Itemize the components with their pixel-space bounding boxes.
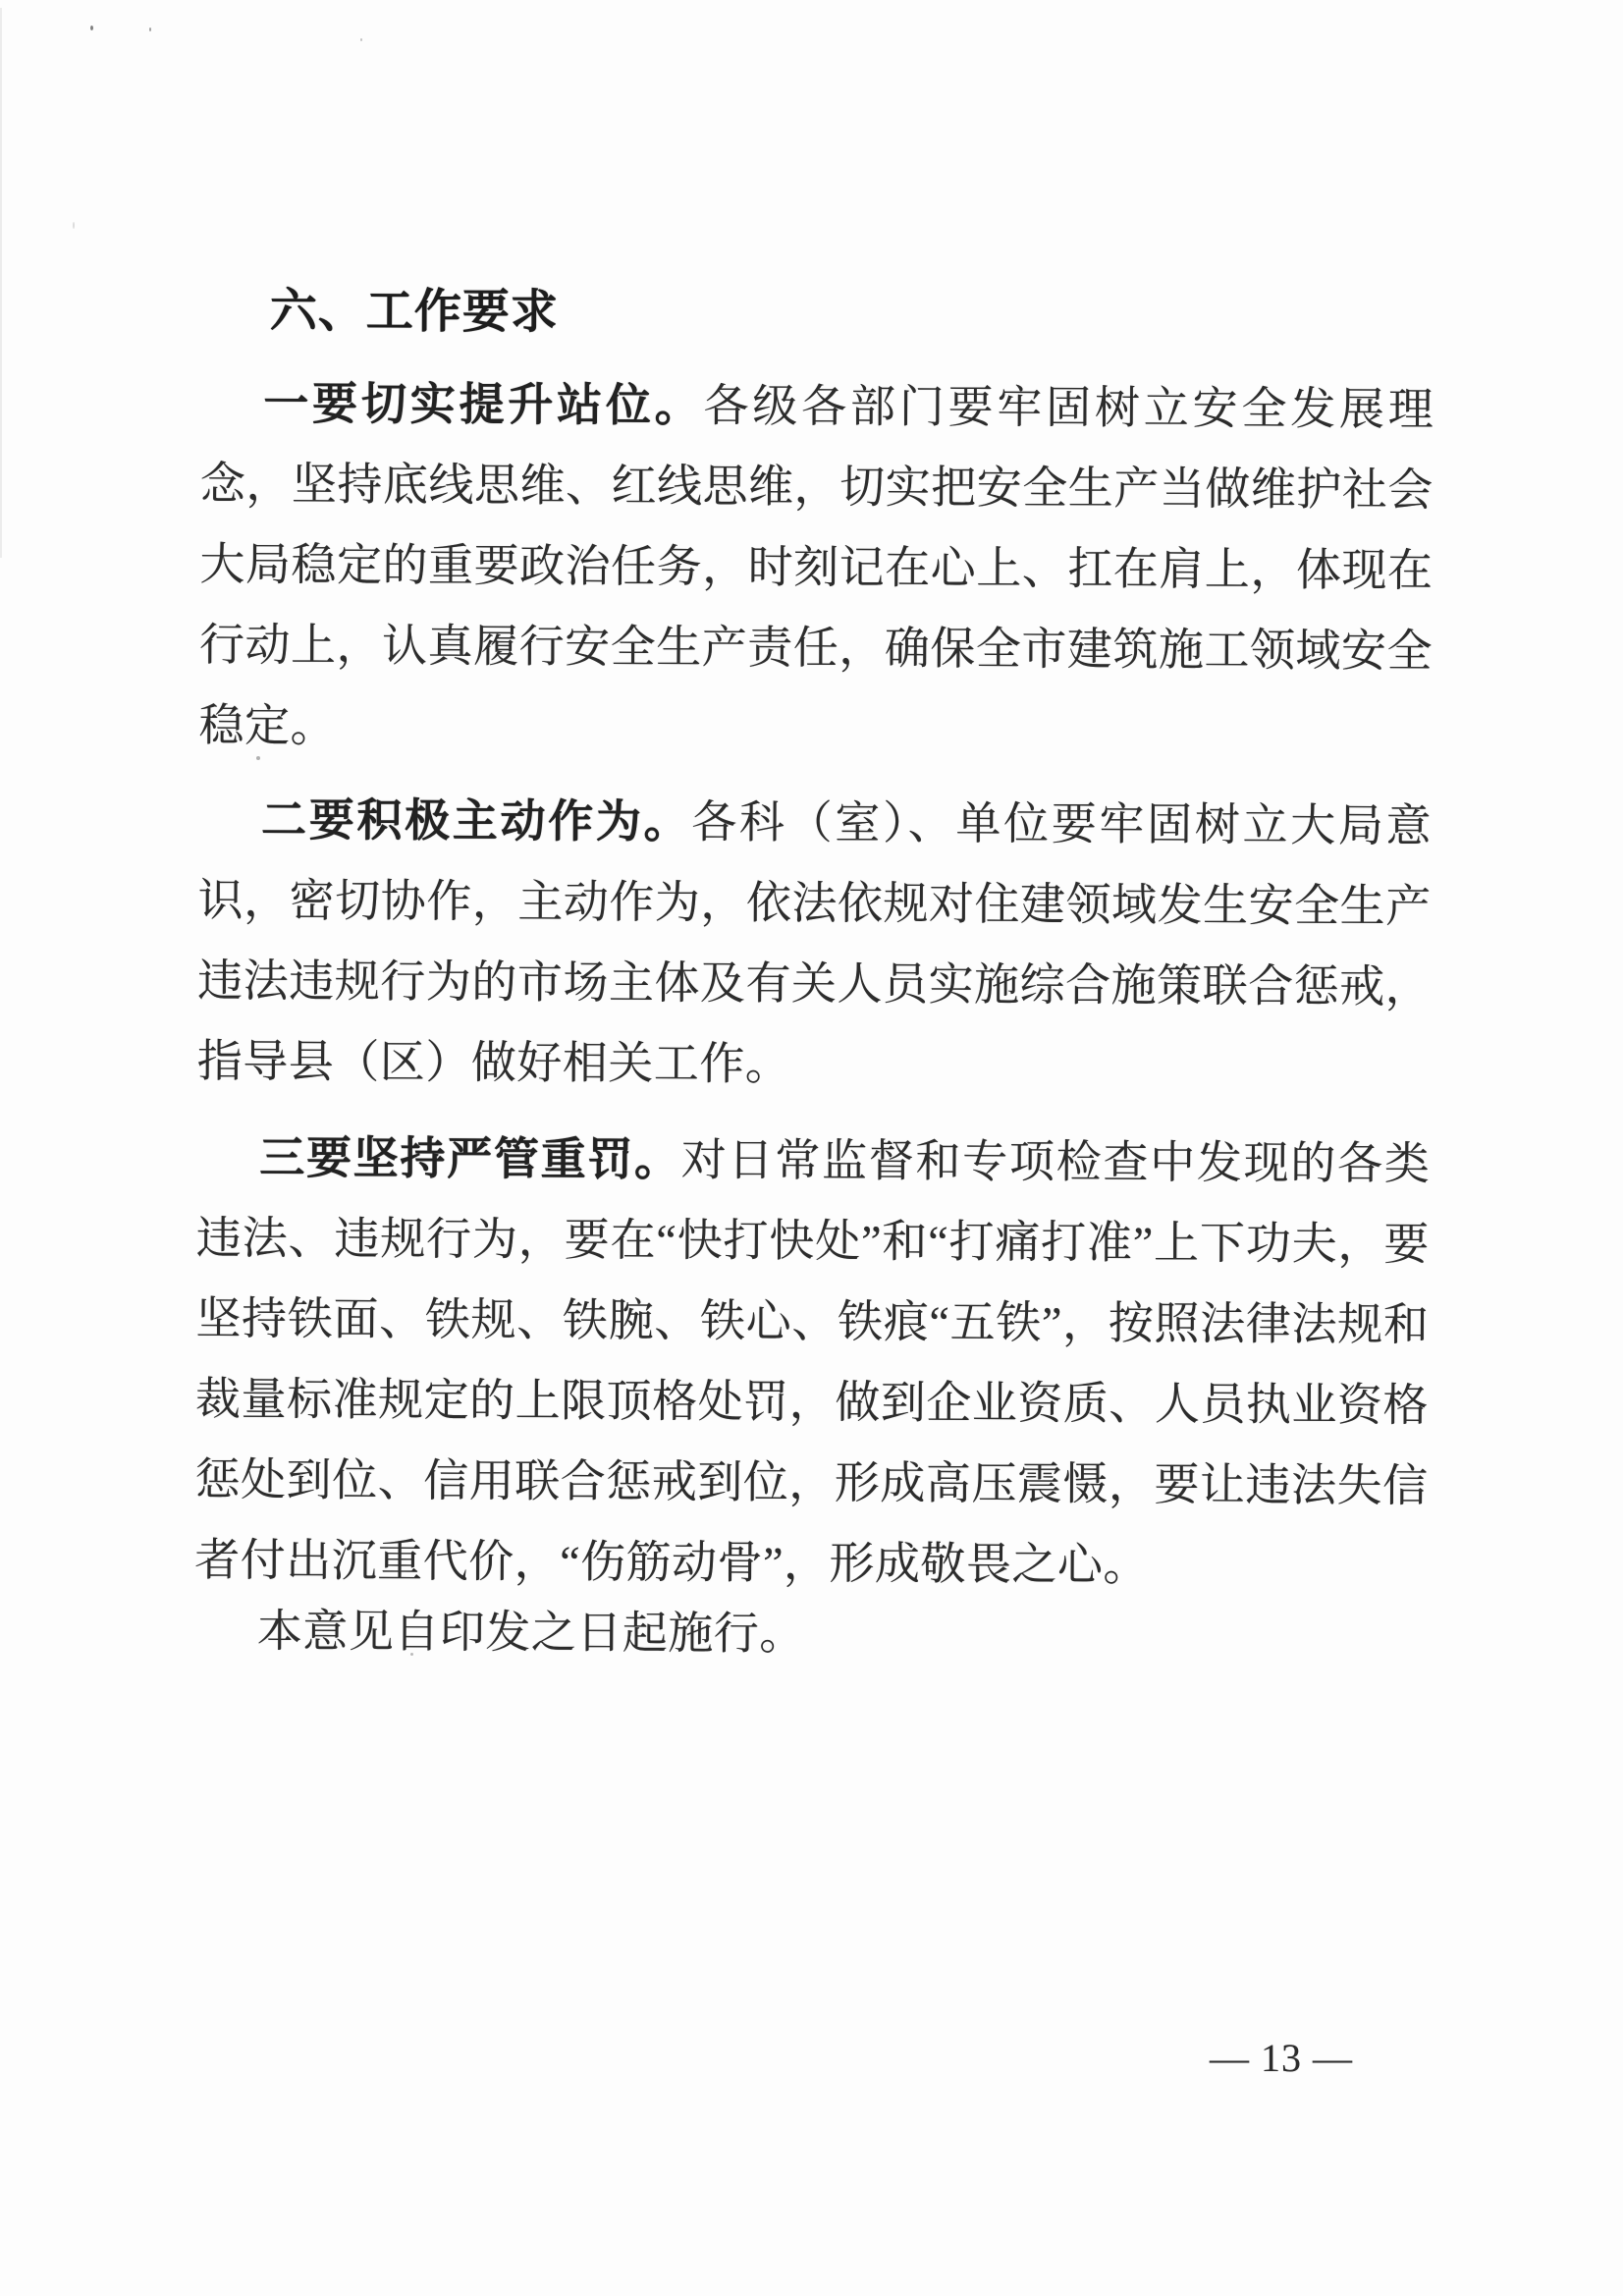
- section-heading: 六、工作要求: [269, 285, 559, 339]
- paragraph-2-lead: 二要积极主动作为。: [260, 794, 692, 847]
- page-number: — 13 —: [1210, 2036, 1353, 2080]
- paragraph-1-text: 各级各部门要牢固树立安全发展理念，坚持底线思维、红线思维，切实把安全生产当做维护社会大局稳定的重要政治任务，时刻记在心上、扛在肩上，体现在行动上，认真履行安全生产责任，确保全市建筑施工领域安全稳定。: [198, 380, 1434, 751]
- scan-speck: [149, 27, 151, 31]
- scan-speck: [73, 222, 75, 229]
- paragraph-3-lead: 三要坚持严管重罚。: [259, 1132, 681, 1185]
- paragraph-2: [197, 780, 1433, 1109]
- paragraph-1: [198, 363, 1434, 773]
- scan-speck: [360, 38, 362, 41]
- paragraph-3: [194, 1118, 1431, 1608]
- paragraph-1-lead: 一要切实提升站位。: [263, 378, 704, 431]
- paragraph-2-text: 各科（室）、单位要牢固树立大局意识，密切协作，主动作为，依法依规对住建领域发生安全生产违法违规行为的市场主体及有关人员实施综合施策联合惩戒，指导县（区）做好相关工作。: [196, 796, 1433, 1090]
- paragraph-3-text: 对日常监督和专项检查中发现的各类违法、违规行为，要在“快打快处”和“打痛打准”上下功夫，要坚持铁面、铁规、铁腕、铁心、铁痕“五铁”，按照法律法规和裁量标准规定的上限顶格处罚，做到企业资质、人员执业资格惩处到位、信用联合惩戒到位，形成高压震慑，要让违法失信者付出沉重代价，“伤筋动骨”，形成敬畏之心。: [194, 1134, 1431, 1591]
- paragraph-4-text: 本意见自印发之日起施行。: [256, 1606, 805, 1660]
- scan-speck: [90, 26, 93, 30]
- scan-edge-artifact: [0, 8, 2, 558]
- document-body: [194, 277, 1434, 1678]
